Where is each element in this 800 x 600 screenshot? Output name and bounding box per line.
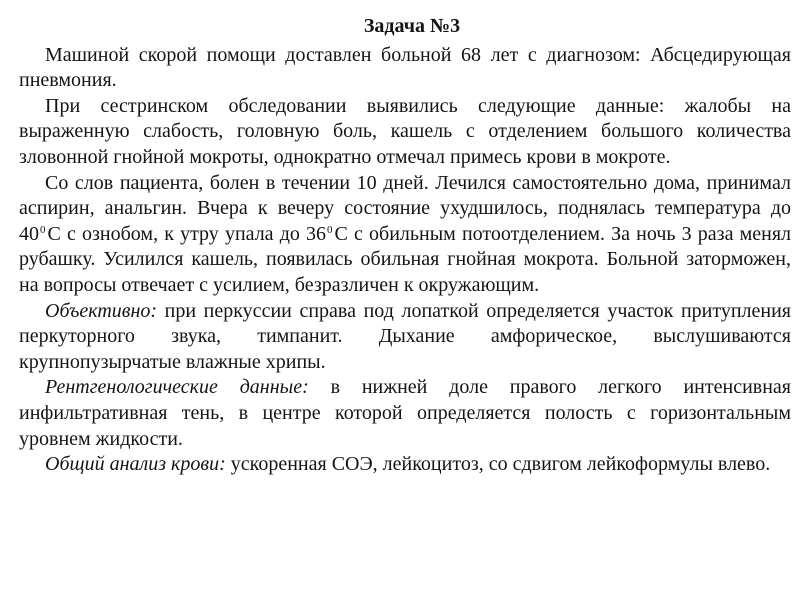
paragraph-patient-history xyxy=(19,171,791,299)
paragraph-admission: Машиной скорой помощи доставлен больной 68 лет с диагнозом: Абсцедирующая пневмония. xyxy=(19,43,791,92)
paragraph-xray xyxy=(19,375,791,452)
paragraph-nursing-exam: При сестринском обследовании выявились следующие данные: жалобы на выраженную слабость, головную боль, кашель с отделением большого количества зловонной гнойной мокроты, однократно отмечал примесь крови в мокроте. xyxy=(19,94,791,168)
paragraph-blood-test xyxy=(19,452,791,478)
objective-label: Объективно: xyxy=(45,299,158,322)
task-title: Задача №3 xyxy=(363,15,461,37)
history-text-1: Со слов пациента, болен в течении 10 дней. Лечился самостоятельно дома, принимал аспирин, анальгин. Вчера к вечеру состояние ухудшилось, поднялась температура до 40 xyxy=(19,171,791,245)
blood-test-label: Общий анализ крови: xyxy=(45,453,226,476)
xray-label: Рентгенологические данные: xyxy=(45,376,309,399)
degree-superscript-2: 0 xyxy=(327,223,333,236)
blood-test-text: ускоренная СОЭ, лейкоцитоз, со сдвигом лейкоформулы влево. xyxy=(225,453,771,476)
history-text-2: С с ознобом, к утру упала до 36 xyxy=(47,222,327,245)
document-page xyxy=(19,14,791,478)
xray-text: в нижней доле правого легкого интенсивная инфильтративная тень, в центре которой определяется полость с горизонтальным уровнем жидкости. xyxy=(19,376,792,450)
objective-text: при перкуссии справа под лопаткой определяется участок притупления перкуторного звука, тимпанит. Дыхание амфорическое, выслушиваются крупнопузырчатые влажные хрипы. xyxy=(19,299,791,373)
degree-superscript-1: 0 xyxy=(40,223,46,236)
history-text-3: С с обильным потоотделением. За ночь 3 раза менял рубашку. Усилился кашель, появилась обильная гнойная мокрота. Больной заторможен, на вопросы отвечает с усилием, безразличен к окружающим. xyxy=(19,222,792,296)
paragraph-objective xyxy=(19,299,791,376)
